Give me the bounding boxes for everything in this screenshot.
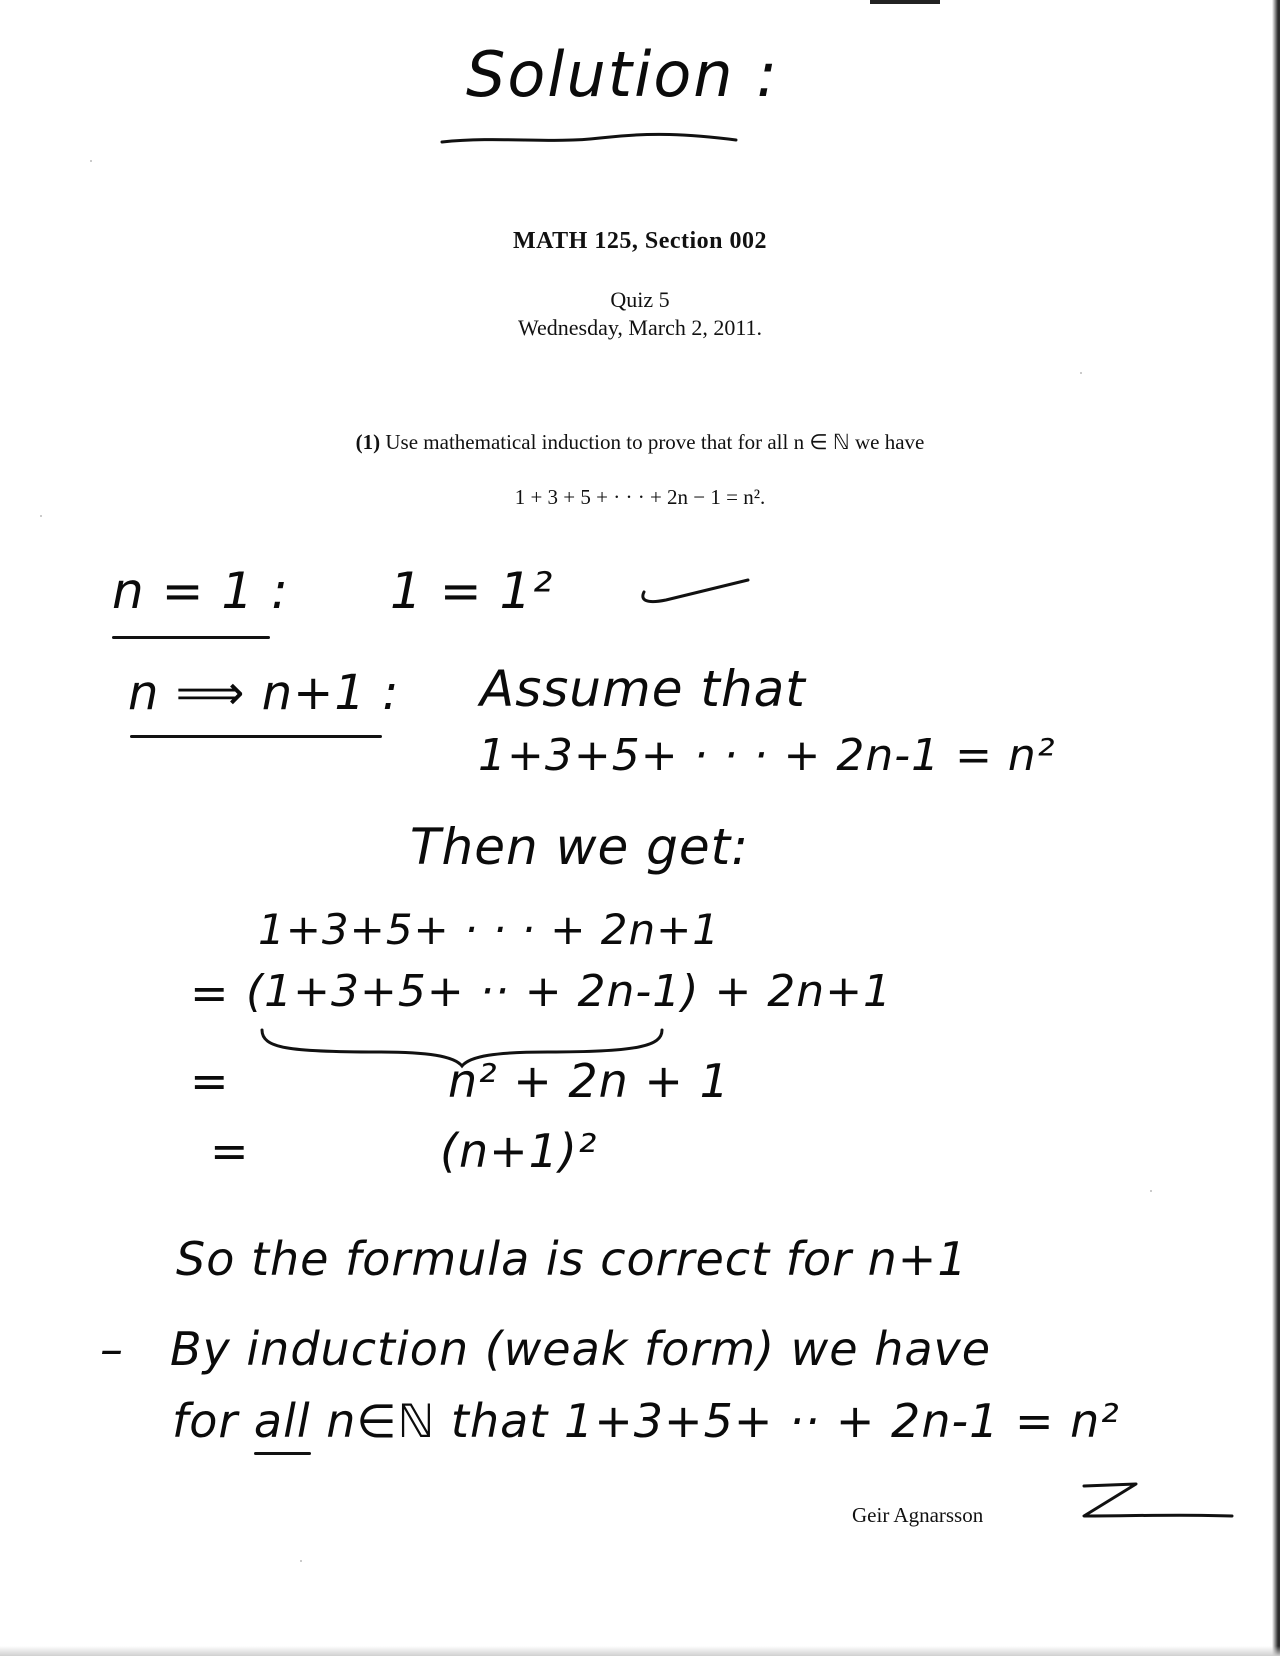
scan-speck [1080,372,1082,374]
scan-speck [90,160,92,162]
dash: – [100,1322,124,1376]
all-underline [254,1452,311,1455]
quiz-date: Wednesday, March 2, 2011. [517,315,763,340]
equals-sign: = [210,1124,250,1178]
base-case-underline [112,636,270,639]
page-title: Solution : [466,38,780,111]
problem-statement [0,430,1280,455]
scan-speck [300,1560,302,1562]
all-word [254,1394,311,1448]
conclusion-text: So the formula is correct for n+1 [176,1232,968,1286]
base-case-equation: 1 = 1² [390,562,554,620]
induction-conclusion-line-2 [172,1394,1120,1448]
equals-sign: = [190,1054,230,1108]
quiz-name: Quiz 5 [610,287,670,312]
derivation-line-1: 1+3+5+ · · · + 2n+1 [258,905,720,954]
checkmark-icon [636,572,756,612]
course-heading: MATH 125, Section 002 [512,228,768,254]
induction-hypothesis: 1+3+5+ · · · + 2n-1 = n² [478,730,1056,781]
inductive-step-label: n ⟹ n+1 : [128,665,400,721]
induction-conclusion-formula: n∈ℕ that 1+3+5+ ·· + 2n-1 = n² [326,1394,1120,1448]
problem-number: (1) [355,430,381,454]
signature-mark [1078,1480,1238,1528]
assume-text: Assume that [480,660,806,718]
inductive-step-underline [130,735,382,738]
derivation-line-2: (1+3+5+ ·· + 2n-1) + 2n+1 [246,966,893,1017]
author-name: Geir Agnarsson [852,1503,984,1527]
derivation-line-3: n² + 2n + 1 [448,1054,730,1108]
then-text: Then we get: [410,818,750,876]
scan-speck [1150,1190,1152,1192]
derivation-line-4: (n+1)² [440,1124,598,1178]
scan-speck [40,515,42,517]
problem-formula: 1 + 3 + 5 + · · · + 2n − 1 = n². [514,485,766,509]
all-word-text: all [253,1394,311,1448]
for-word: for [172,1394,239,1448]
base-case-label: n = 1 : [112,562,289,620]
scan-mark [870,0,940,4]
problem-text: Use mathematical induction to prove that for all n ∈ ℕ we have [385,430,925,454]
scan-edge-bottom [0,1646,1280,1656]
title-underline [440,128,740,158]
induction-conclusion-line-1: By induction (weak form) we have [170,1322,992,1376]
equals-sign: = [190,966,230,1020]
